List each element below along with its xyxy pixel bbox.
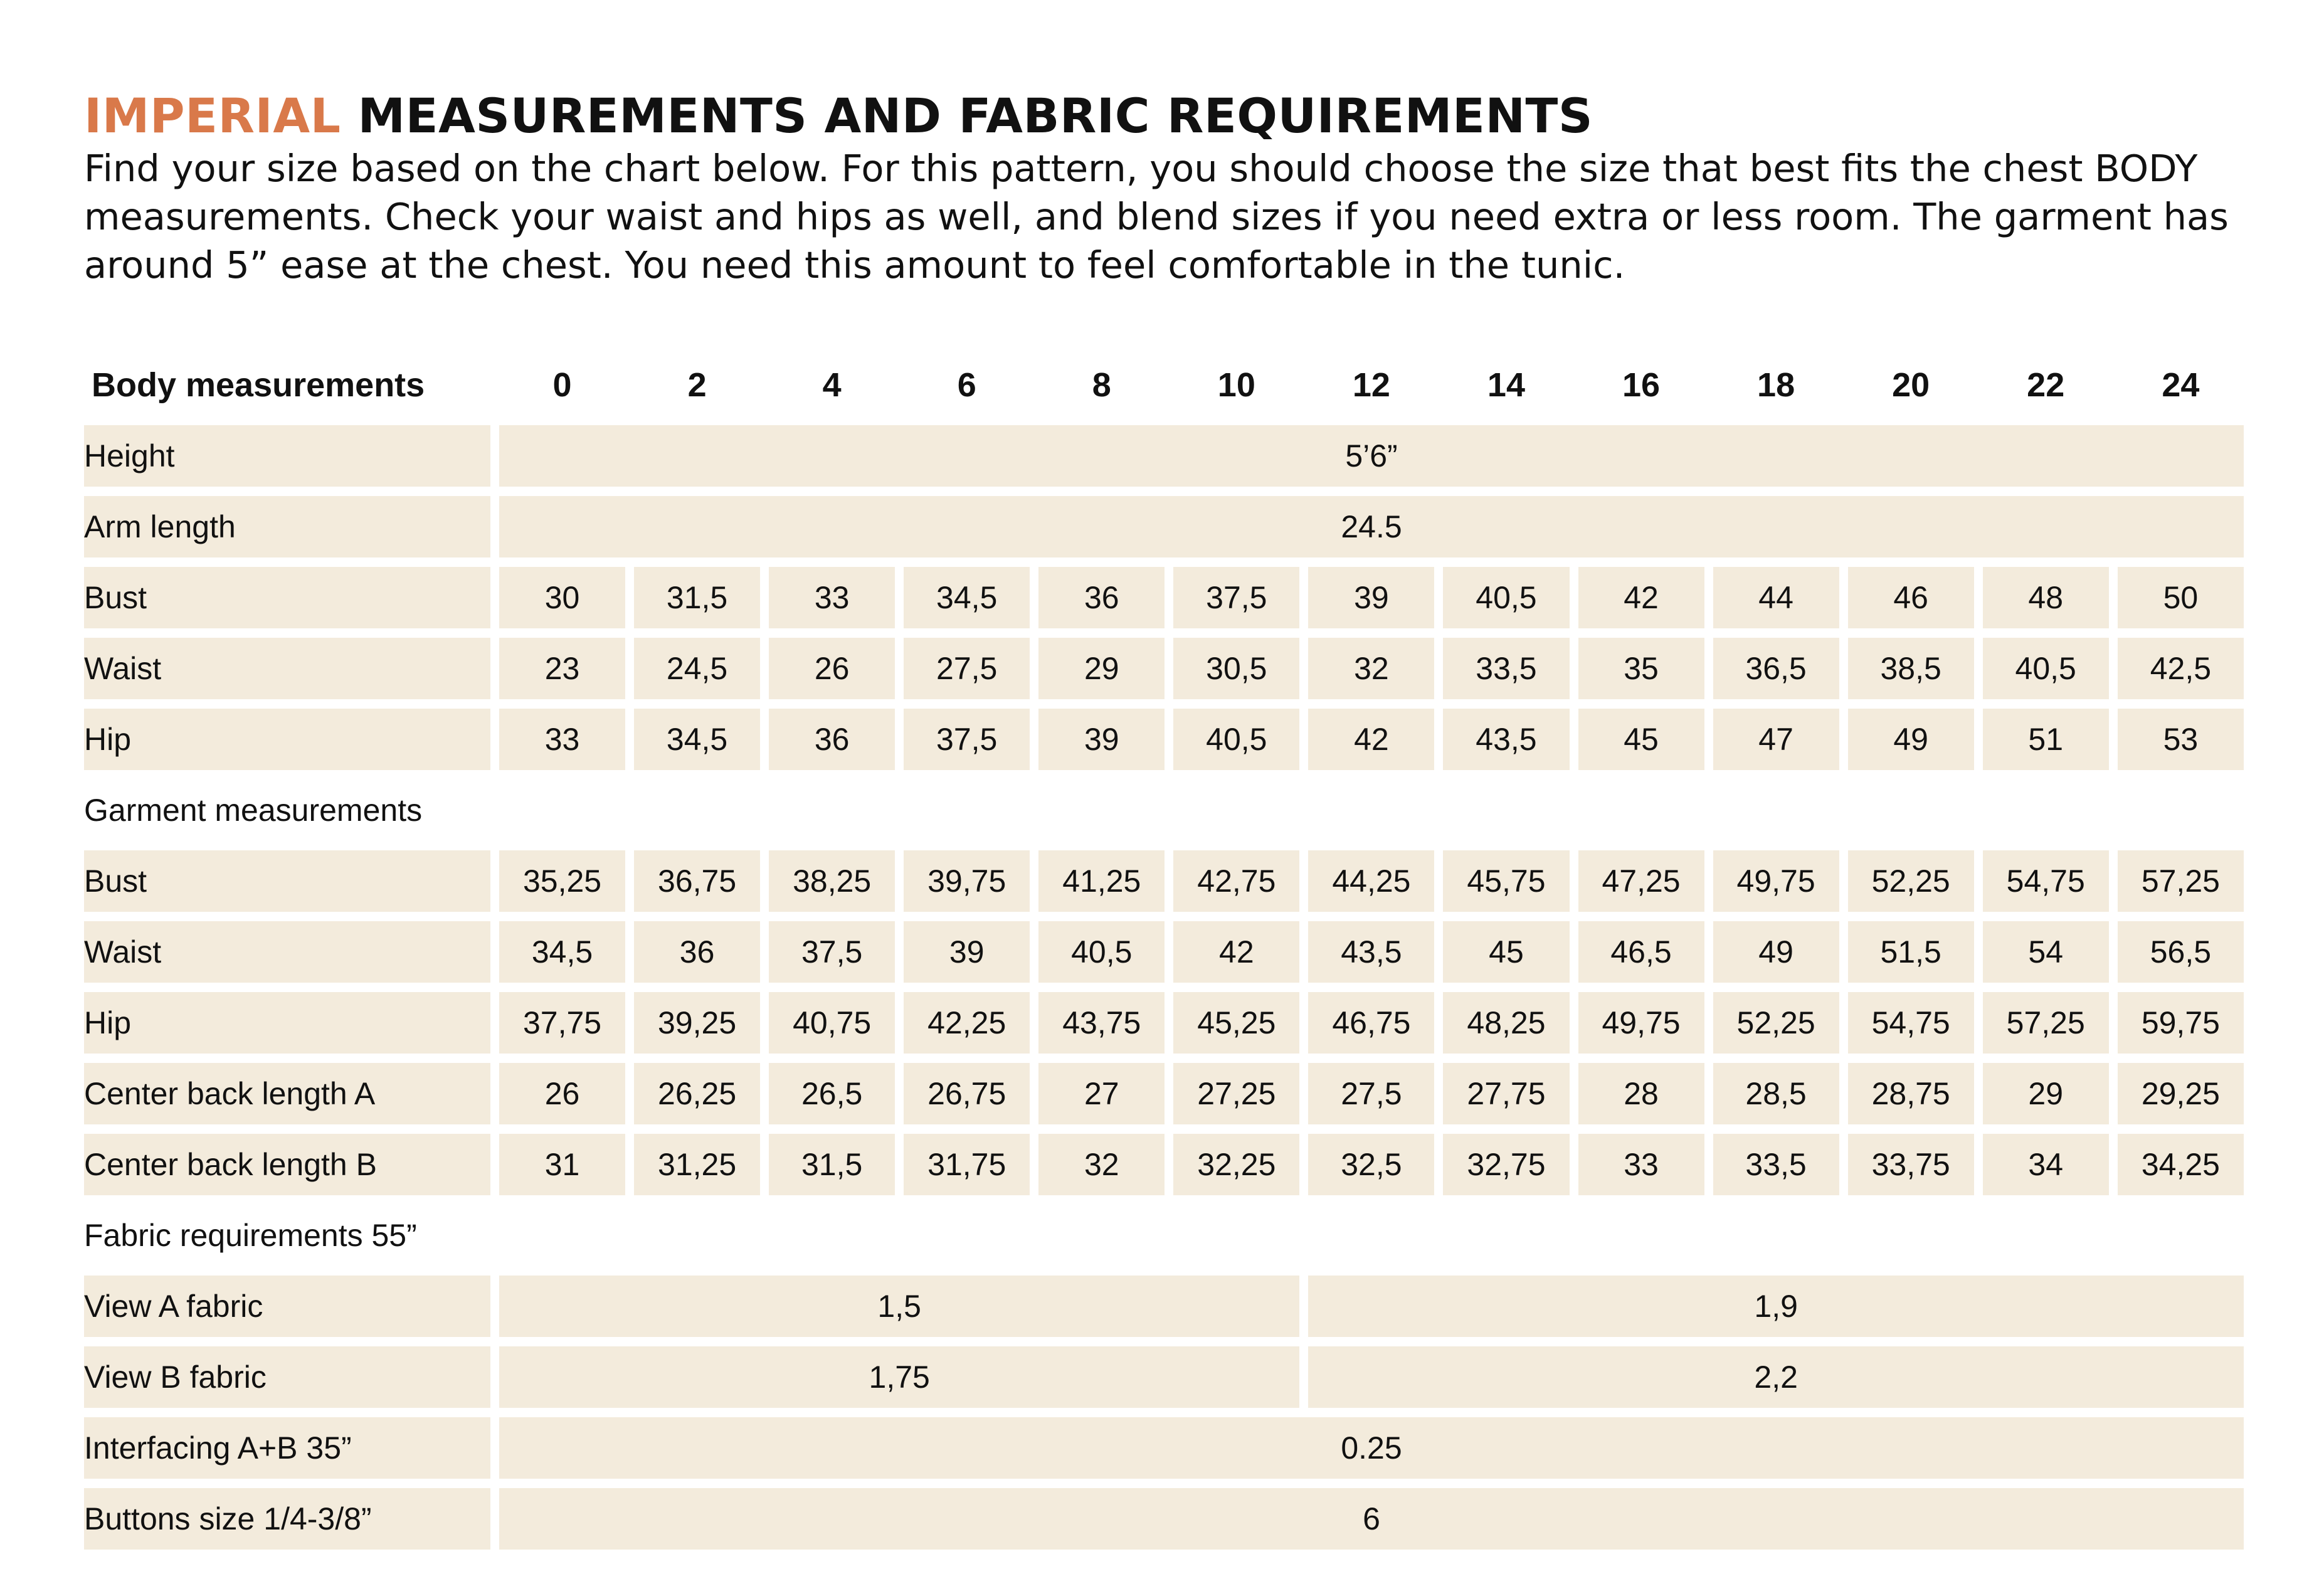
measurement-row xyxy=(84,709,2244,770)
arm-length-value: 24.5 xyxy=(499,496,2244,557)
measurement-cell: 23 xyxy=(499,638,625,699)
measurement-cell: 30 xyxy=(499,567,625,628)
size-header: 2 xyxy=(687,366,707,404)
measurement-cell: 57,25 xyxy=(2118,850,2244,912)
measurement-cell: 29 xyxy=(1038,638,1165,699)
size-header: 4 xyxy=(822,366,842,404)
measurement-row xyxy=(84,850,2244,912)
size-header: 14 xyxy=(1487,366,1525,404)
measurement-cell: 52,25 xyxy=(1713,992,1839,1054)
measurement-cell: 53 xyxy=(2118,709,2244,770)
measurement-cell: 33,5 xyxy=(1713,1134,1839,1195)
row-label: View A fabric xyxy=(84,1276,490,1337)
measurement-cell: 33,5 xyxy=(1443,638,1569,699)
measurement-cell: 48 xyxy=(1983,567,2109,628)
size-header: 22 xyxy=(2027,366,2065,404)
size-header: 20 xyxy=(1892,366,1930,404)
measurement-cell: 33,75 xyxy=(1848,1134,1974,1195)
measurement-cell: 26 xyxy=(769,638,895,699)
measurement-cell: 44,25 xyxy=(1308,850,1434,912)
measurement-cell: 38,5 xyxy=(1848,638,1974,699)
size-header: 24 xyxy=(2162,366,2200,404)
size-header-row xyxy=(84,354,2244,416)
measurement-cell: 29,25 xyxy=(2118,1063,2244,1124)
measurement-cell: 30,5 xyxy=(1173,638,1299,699)
measurement-cell: 57,25 xyxy=(1983,992,2109,1054)
size-chart-table xyxy=(75,345,2253,1559)
measurement-cell: 36,75 xyxy=(634,850,760,912)
measurement-cell: 29 xyxy=(1983,1063,2109,1124)
measurement-cell: 37,75 xyxy=(499,992,625,1054)
measurement-cell: 43,5 xyxy=(1308,921,1434,983)
measurement-cell: 38,25 xyxy=(769,850,895,912)
measurement-cell: 35,25 xyxy=(499,850,625,912)
measurement-cell: 49,75 xyxy=(1713,850,1839,912)
measurement-cell: 45,25 xyxy=(1173,992,1299,1054)
measurement-cell: 35 xyxy=(1578,638,1704,699)
view-b-fabric-row xyxy=(84,1346,2244,1408)
measurement-cell: 44 xyxy=(1713,567,1839,628)
measurement-cell: 40,75 xyxy=(769,992,895,1054)
size-header: 16 xyxy=(1622,366,1661,404)
fabric-value-small-sizes: 1,75 xyxy=(499,1346,1299,1408)
measurement-cell: 37,5 xyxy=(769,921,895,983)
measurement-cell: 39 xyxy=(904,921,1030,983)
measurement-cell: 46,5 xyxy=(1578,921,1704,983)
row-label: Interfacing A+B 35” xyxy=(84,1417,490,1479)
measurement-cell: 49,75 xyxy=(1578,992,1704,1054)
measurement-cell: 42 xyxy=(1578,567,1704,628)
measurement-cell: 42,25 xyxy=(904,992,1030,1054)
size-table-body xyxy=(84,425,2244,1550)
measurement-cell: 26,75 xyxy=(904,1063,1030,1124)
fabric-section-header xyxy=(84,1205,2244,1266)
measurement-cell: 51 xyxy=(1983,709,2109,770)
measurement-cell: 36 xyxy=(1038,567,1165,628)
measurement-row xyxy=(84,638,2244,699)
measurement-cell: 33 xyxy=(499,709,625,770)
measurement-cell: 27,5 xyxy=(1308,1063,1434,1124)
measurement-cell: 43,75 xyxy=(1038,992,1165,1054)
measurement-cell: 27,75 xyxy=(1443,1063,1569,1124)
measurement-cell: 43,5 xyxy=(1443,709,1569,770)
measurement-cell: 33 xyxy=(1578,1134,1704,1195)
measurement-cell: 41,25 xyxy=(1038,850,1165,912)
measurement-cell: 27,5 xyxy=(904,638,1030,699)
page-title xyxy=(84,88,1593,144)
measurement-cell: 42,5 xyxy=(2118,638,2244,699)
row-label: Waist xyxy=(84,921,490,983)
height-value: 5’6” xyxy=(499,425,2244,487)
measurement-cell: 45,75 xyxy=(1443,850,1569,912)
size-header: 0 xyxy=(552,366,572,404)
measurement-cell: 28,75 xyxy=(1848,1063,1974,1124)
measurement-cell: 27,25 xyxy=(1173,1063,1299,1124)
measurement-cell: 45 xyxy=(1578,709,1704,770)
row-label: Bust xyxy=(84,850,490,912)
measurement-cell: 33 xyxy=(769,567,895,628)
measurement-cell: 59,75 xyxy=(2118,992,2244,1054)
measurement-cell: 36 xyxy=(769,709,895,770)
measurement-row xyxy=(84,567,2244,628)
measurement-cell: 32 xyxy=(1308,638,1434,699)
row-label: View B fabric xyxy=(84,1346,490,1408)
measurement-cell: 39,75 xyxy=(904,850,1030,912)
measurement-cell: 47,25 xyxy=(1578,850,1704,912)
measurement-cell: 40,5 xyxy=(1983,638,2109,699)
measurement-cell: 32,25 xyxy=(1173,1134,1299,1195)
measurement-cell: 36 xyxy=(634,921,760,983)
measurement-cell: 40,5 xyxy=(1173,709,1299,770)
size-header: 18 xyxy=(1757,366,1795,404)
measurement-cell: 50 xyxy=(2118,567,2244,628)
measurement-cell: 46 xyxy=(1848,567,1974,628)
measurement-cell: 31,75 xyxy=(904,1134,1030,1195)
title-text: MEASUREMENTS AND FABRIC REQUIREMENTS xyxy=(357,88,1593,144)
section-label: Garment measurements xyxy=(84,793,423,828)
measurement-cell: 54 xyxy=(1983,921,2109,983)
measurement-cell: 34,5 xyxy=(634,709,760,770)
measurement-cell: 36,5 xyxy=(1713,638,1839,699)
intro-paragraph: Find your size based on the chart below. For this pattern, you should choose the size that best fits the chest BODY measurements. Check your waist and hips as well, and blend sizes if you need extra or less room. The garment has around 5” ease at the chest. You need this amount to feel comfortable in the tunic. xyxy=(84,147,2229,287)
measurement-cell: 32,5 xyxy=(1308,1134,1434,1195)
measurement-cell: 54,75 xyxy=(1983,850,2109,912)
measurement-cell: 51,5 xyxy=(1848,921,1974,983)
measurement-cell: 27 xyxy=(1038,1063,1165,1124)
measurement-cell: 24,5 xyxy=(634,638,760,699)
measurement-cell: 46,75 xyxy=(1308,992,1434,1054)
arm-length-row xyxy=(84,496,2244,557)
measurement-cell: 28 xyxy=(1578,1063,1704,1124)
measurement-cell: 45 xyxy=(1443,921,1569,983)
measurement-cell: 42 xyxy=(1308,709,1434,770)
measurement-cell: 37,5 xyxy=(904,709,1030,770)
measurement-cell: 48,25 xyxy=(1443,992,1569,1054)
measurement-cell: 32,75 xyxy=(1443,1134,1569,1195)
measurement-cell: 49 xyxy=(1848,709,1974,770)
measurement-cell: 34,25 xyxy=(2118,1134,2244,1195)
measurement-row xyxy=(84,921,2244,983)
measurement-row xyxy=(84,1134,2244,1195)
measurement-cell: 32 xyxy=(1038,1134,1165,1195)
measurement-row xyxy=(84,1063,2244,1124)
measurement-cell: 34,5 xyxy=(904,567,1030,628)
measurement-cell: 31,25 xyxy=(634,1134,760,1195)
measurement-cell: 26,5 xyxy=(769,1063,895,1124)
row-label: Waist xyxy=(84,638,490,699)
measurement-cell: 39 xyxy=(1038,709,1165,770)
view-a-fabric-row xyxy=(84,1276,2244,1337)
title-accent: IMPERIAL xyxy=(84,88,341,144)
measurement-cell: 31 xyxy=(499,1134,625,1195)
measurement-cell: 26,25 xyxy=(634,1063,760,1124)
measurement-row xyxy=(84,992,2244,1054)
measurement-cell: 56,5 xyxy=(2118,921,2244,983)
row-label: Arm length xyxy=(84,496,490,557)
section-label: Fabric requirements 55” xyxy=(84,1218,417,1253)
garment-section-header xyxy=(84,779,2244,841)
row-label: Center back length A xyxy=(84,1063,490,1124)
measurement-cell: 40,5 xyxy=(1443,567,1569,628)
measurement-cell: 31,5 xyxy=(634,567,760,628)
row-label: Bust xyxy=(84,567,490,628)
measurement-cell: 49 xyxy=(1713,921,1839,983)
interfacing-row xyxy=(84,1417,2244,1479)
measurement-cell: 40,5 xyxy=(1038,921,1165,983)
size-header: 10 xyxy=(1217,366,1255,404)
measurement-cell: 34,5 xyxy=(499,921,625,983)
measurement-cell: 31,5 xyxy=(769,1134,895,1195)
row-label: Hip xyxy=(84,709,490,770)
measurement-cell: 39 xyxy=(1308,567,1434,628)
row-label: Center back length B xyxy=(84,1134,490,1195)
all-sizes-value: 0.25 xyxy=(499,1417,2244,1479)
all-sizes-value: 6 xyxy=(499,1488,2244,1550)
measurement-cell: 42 xyxy=(1173,921,1299,983)
fabric-value-small-sizes: 1,5 xyxy=(499,1276,1299,1337)
height-row xyxy=(84,425,2244,487)
row-label: Hip xyxy=(84,992,490,1054)
row-label: Height xyxy=(84,425,490,487)
size-header: 8 xyxy=(1092,366,1111,404)
measurement-cell: 28,5 xyxy=(1713,1063,1839,1124)
measurement-cell: 26 xyxy=(499,1063,625,1124)
body-measurements-header: Body measurements xyxy=(92,366,425,404)
size-header: 12 xyxy=(1352,366,1390,404)
fabric-value-large-sizes: 2,2 xyxy=(1308,1346,2244,1408)
measurement-cell: 42,75 xyxy=(1173,850,1299,912)
measurement-cell: 34 xyxy=(1983,1134,2109,1195)
measurement-cell: 37,5 xyxy=(1173,567,1299,628)
measurement-cell: 47 xyxy=(1713,709,1839,770)
measurement-cell: 54,75 xyxy=(1848,992,1974,1054)
buttons-row xyxy=(84,1488,2244,1550)
fabric-value-large-sizes: 1,9 xyxy=(1308,1276,2244,1337)
row-label: Buttons size 1/4-3/8” xyxy=(84,1488,490,1550)
size-header: 6 xyxy=(957,366,976,404)
measurement-cell: 52,25 xyxy=(1848,850,1974,912)
measurement-cell: 39,25 xyxy=(634,992,760,1054)
